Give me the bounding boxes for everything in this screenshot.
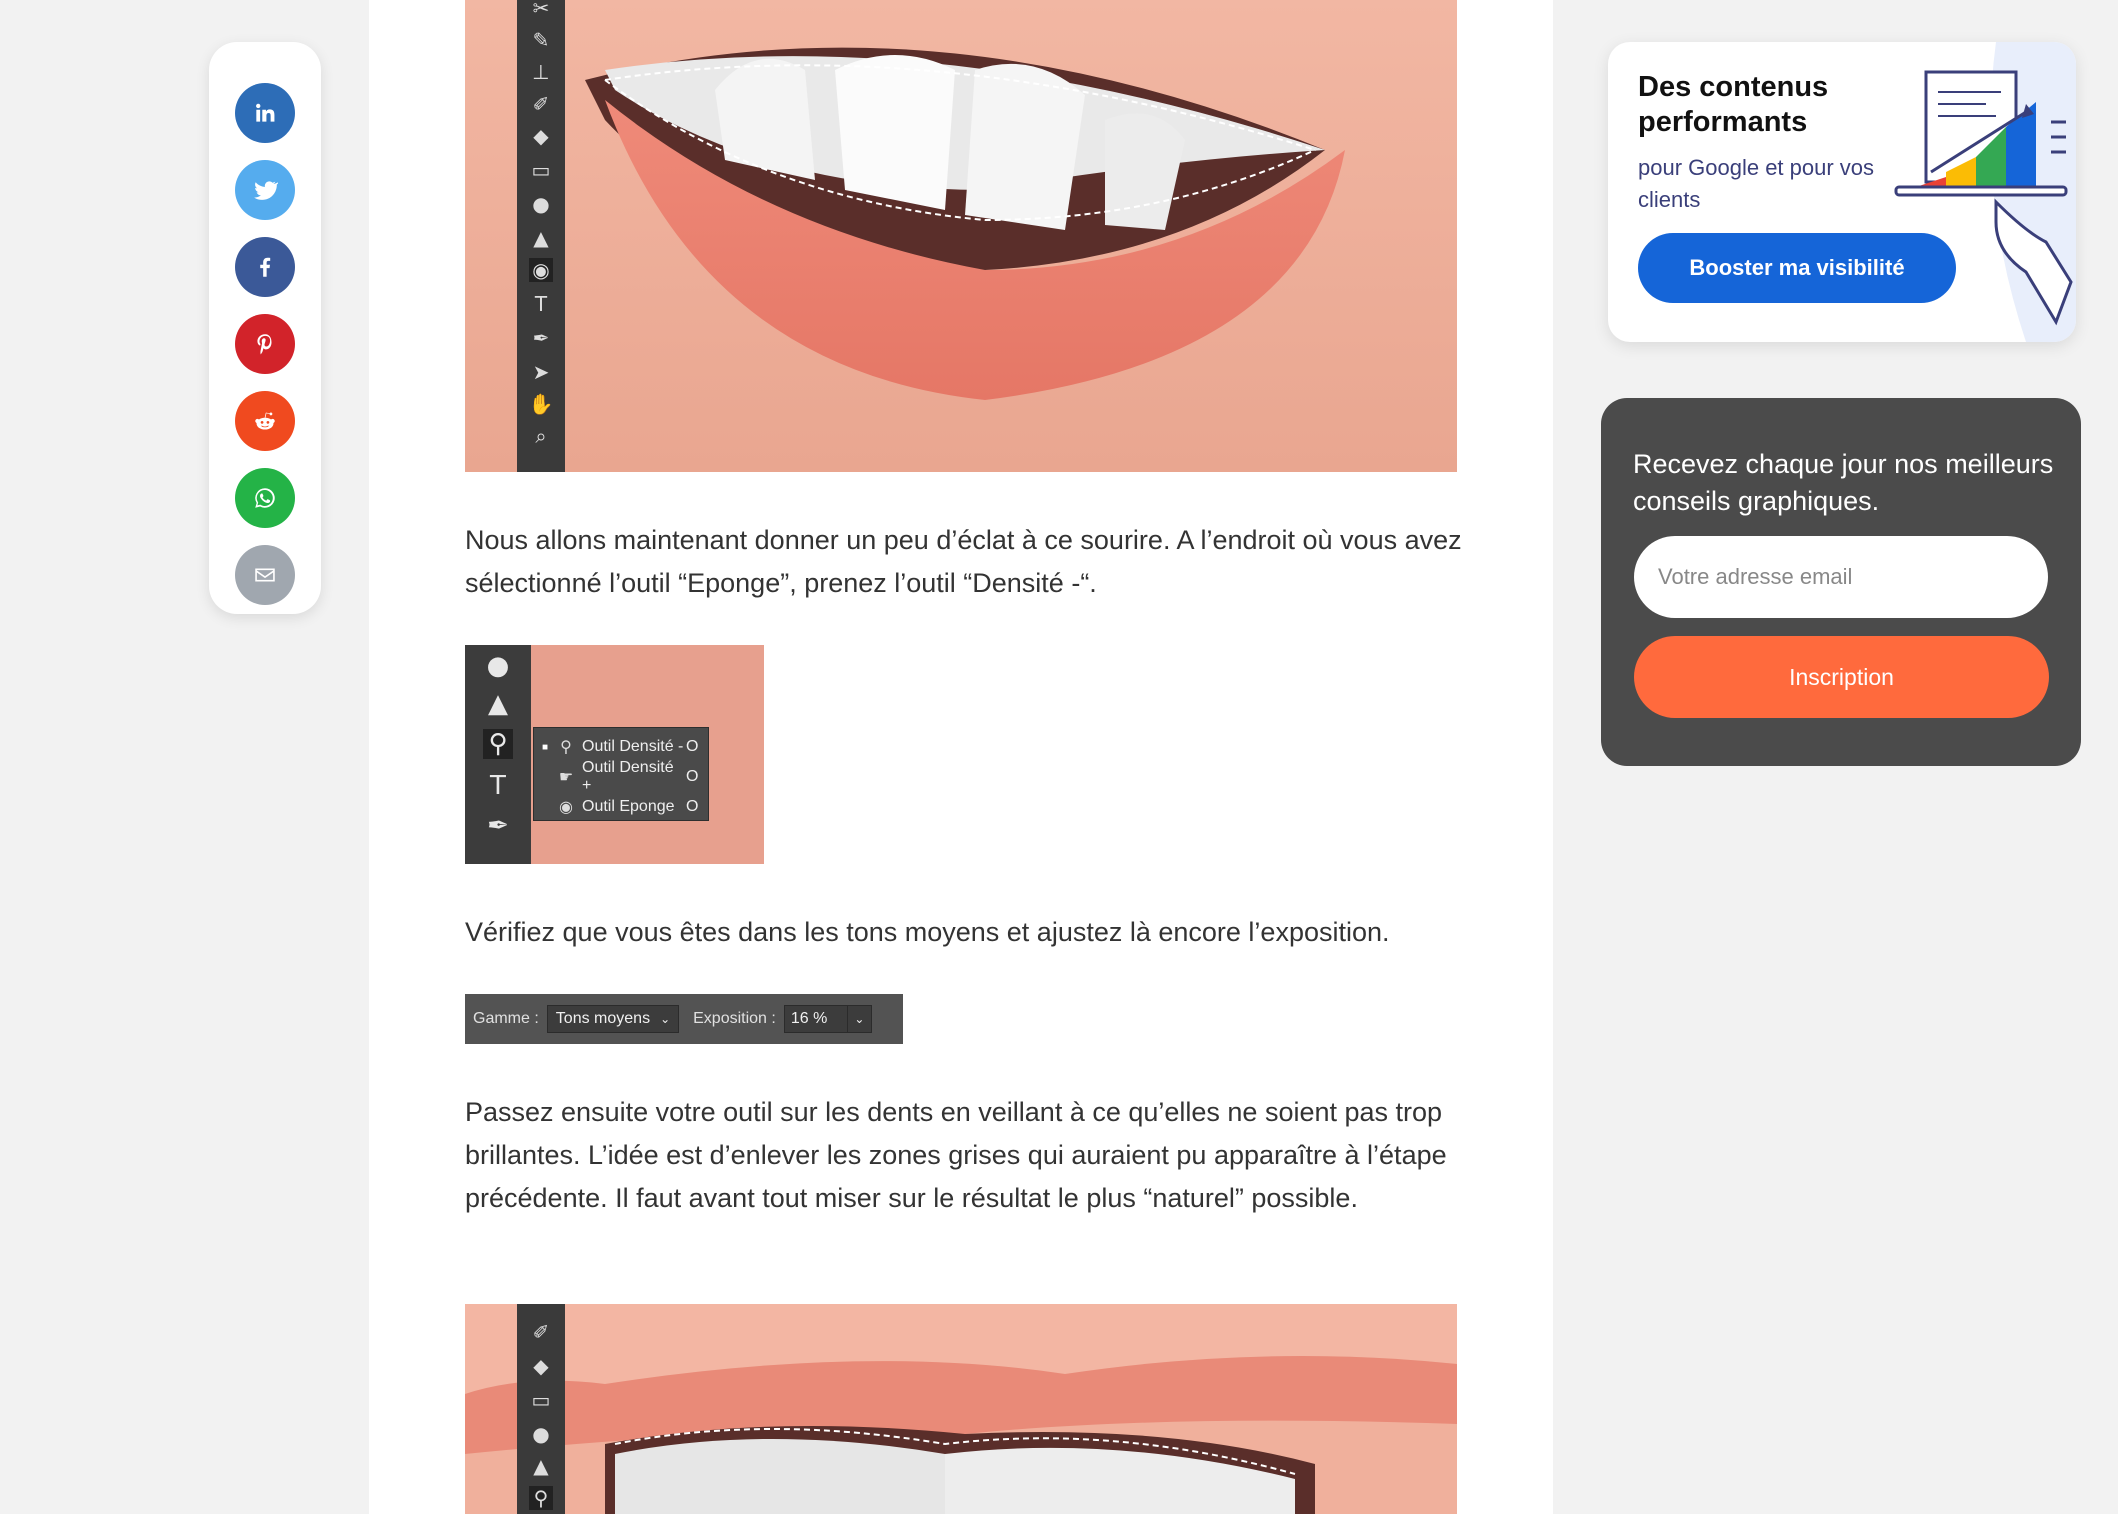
inscription-button[interactable]: Inscription	[1634, 636, 2049, 718]
share-facebook-button[interactable]	[235, 237, 295, 297]
smile-illustration	[465, 1304, 1457, 1514]
hand-icon: ✋	[528, 392, 554, 416]
ps-options-bar	[465, 994, 903, 1044]
burn-icon: ☛	[558, 769, 574, 786]
whatsapp-icon	[252, 485, 278, 511]
pinterest-icon	[252, 331, 278, 357]
menu-item-sponge[interactable]: ◉ Outil Eponge O	[534, 792, 708, 822]
gradient-icon: ▭	[531, 158, 551, 182]
dodge-icon: ⚲	[529, 1486, 553, 1510]
blur-icon: ●	[486, 651, 510, 681]
share-rail	[209, 42, 321, 614]
linkedin-icon	[252, 100, 278, 126]
select-arrow-icon: ➤	[532, 360, 550, 384]
blur-icon: ●	[532, 192, 550, 216]
sharpen-icon: ▲	[488, 689, 508, 719]
paragraph-intro-dodge: Nous allons maintenant donner un peu d’éclat à ce sourire. A l’endroit où vous avez sélectionné l’outil “Eponge”, prenez l’outil “Densité -“.	[465, 525, 1462, 598]
eraser-icon: ◆	[533, 124, 549, 148]
range-label: Gamme :	[473, 1010, 539, 1027]
dodge-icon: ⚲	[560, 739, 572, 756]
type-icon: T	[490, 771, 506, 801]
selected-bullet: ■	[542, 741, 549, 753]
menu-item-burn[interactable]: ☛ Outil Densité + O	[534, 762, 708, 792]
share-twitter-button[interactable]	[235, 160, 295, 220]
promo-card	[1608, 42, 2076, 342]
share-whatsapp-button[interactable]	[235, 468, 295, 528]
menu-item-dodge[interactable]: ■ ⚲ Outil Densité - O	[542, 738, 699, 756]
paragraph-final-pass: Passez ensuite votre outil sur les dents en veillant à ce qu’elles ne soient pas trop brillantes. L’idée est d’enlever les zones grises qui auraient pu apparaître à l’étape précédente. Il faut avant tout miser sur le résultat le plus “naturel” possible.	[465, 1097, 1447, 1213]
chevron-down-icon: ⌄	[660, 1012, 671, 1026]
sponge-icon: ◉	[559, 799, 573, 816]
ps-toolbar	[517, 1304, 565, 1514]
stamp-icon: ⊥	[532, 60, 550, 84]
teeth-photo-dodge	[465, 1304, 1457, 1514]
email-field[interactable]	[1634, 536, 2048, 618]
newsletter-title: Recevez chaque jour nos meilleurs conseils graphiques.	[1633, 449, 2054, 516]
sharpen-icon: ▲	[533, 226, 549, 250]
growth-chart-illustration	[1876, 42, 2076, 342]
exposure-label: Exposition :	[693, 1010, 776, 1027]
paragraph-midtones: Vérifiez que vous êtes dans les tons moyens et ajustez là encore l’exposition.	[465, 917, 1390, 947]
twitter-icon	[252, 177, 278, 203]
history-brush-icon: ✐	[532, 1320, 550, 1344]
pen-icon: ✒	[532, 326, 550, 350]
share-email-button[interactable]	[235, 545, 295, 605]
dodge-tool-menu-screenshot	[465, 645, 764, 864]
share-reddit-button[interactable]	[235, 391, 295, 451]
gradient-icon: ▭	[531, 1388, 551, 1412]
zoom-icon: ⌕	[535, 424, 547, 448]
email-icon	[252, 562, 278, 588]
share-pinterest-button[interactable]	[235, 314, 295, 374]
brush-icon: ✎	[532, 28, 550, 52]
newsletter-card	[1601, 398, 2081, 766]
reddit-icon	[252, 408, 278, 434]
promo-subtitle: pour Google et pour vos clients	[1638, 155, 1875, 212]
sponge-icon: ◉	[529, 258, 553, 282]
ps-toolbar	[517, 0, 565, 472]
type-icon: T	[534, 292, 548, 316]
teeth-photo-selection	[465, 0, 1457, 472]
smile-illustration	[465, 0, 1457, 472]
exposure-input[interactable]: 16 %	[784, 1005, 848, 1033]
eraser-icon: ◆	[533, 1354, 549, 1378]
facebook-icon	[252, 254, 278, 280]
share-linkedin-button[interactable]	[235, 83, 295, 143]
dodge-icon: ⚲	[483, 729, 513, 759]
pen-icon: ✒	[487, 811, 509, 841]
booster-visibility-button[interactable]: Booster ma visibilité	[1638, 233, 1956, 303]
history-brush-icon: ✐	[532, 92, 550, 116]
chevron-down-icon[interactable]: ⌄	[848, 1005, 872, 1033]
ps-toolbar-mini	[465, 645, 531, 864]
sharpen-icon: ▲	[533, 1454, 549, 1478]
promo-title: Des contenus performants	[1638, 71, 1829, 138]
tool-flyout-menu	[533, 727, 709, 821]
blur-icon: ●	[532, 1422, 550, 1446]
crop-icon: ✂	[532, 0, 550, 20]
range-select[interactable]: Tons moyens ⌄	[547, 1005, 679, 1033]
